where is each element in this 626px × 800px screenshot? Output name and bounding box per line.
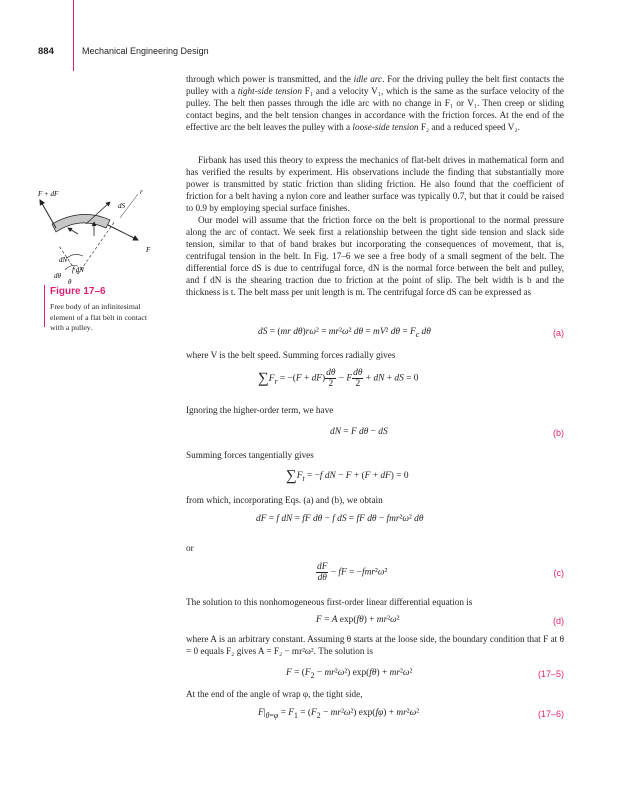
equation-c: $\frac{dF}{d\theta}$ − fF = −fmr²ω² bbox=[317, 562, 388, 583]
equation-radial: $\sum F_r = -(F + dF)$ $\frac{d\theta}{2}$ − F $\frac{d\theta}{2}$ + dN + dS = 0 bbox=[258, 368, 419, 389]
equation-label-b: (b) bbox=[553, 428, 564, 438]
tension-arrow bbox=[40, 200, 56, 228]
text-line-5: or bbox=[186, 543, 194, 553]
text-line-6: The solution to this nonhomogeneous first-order linear differential equation is bbox=[186, 597, 473, 607]
equation-a: dS = (mr dθ)rω² = mr²ω² dθ = mV² $d\theta = F_c$ dθ bbox=[258, 327, 431, 339]
text-line-2: Ignoring the higher-order term, we have bbox=[186, 405, 334, 415]
equation-d: F = A exp(fθ) + mr²ω² bbox=[316, 615, 400, 625]
friction-arrow bbox=[68, 228, 78, 234]
label-dn: dN bbox=[59, 256, 68, 264]
paragraph-2: Firbank has used this theory to express the mechanics of flat-belt drives in mathematical form and has verified the results by experiment. His observations include the finding that substantially more power is transmitted by static friction than sliding friction. He also found that the coefficient of friction for a belt having a nylon core and leather surface was typically 0.7, but that it could be raised to 0.9 by employing special surface finishes. bbox=[186, 155, 564, 213]
equation-df: dF = f dN = fF dθ − f dS = fF dθ − fmr²ω² dθ bbox=[256, 514, 424, 524]
angle-arc bbox=[67, 254, 83, 258]
equation-label-c: (c) bbox=[553, 568, 564, 578]
page-number: 884 bbox=[38, 46, 54, 57]
equation-label-d: (d) bbox=[553, 616, 564, 626]
label-theta: θ bbox=[68, 278, 72, 285]
running-title: Mechanical Engineering Design bbox=[82, 46, 209, 56]
label-fdn: f dN bbox=[72, 266, 84, 274]
header-rule bbox=[73, 0, 74, 71]
tension-arrow bbox=[108, 225, 138, 240]
figure-caption: Free body of an infinitesimal element of a flat belt in contact with a pulley. bbox=[50, 302, 147, 332]
equation-b: dN = F dθ − dS bbox=[330, 427, 388, 437]
text-line-8: At the end of the angle of wrap φ, the tight side, bbox=[186, 689, 363, 699]
text-line-4: from which, incorporating Eqs. (a) and (b), we obtain bbox=[186, 495, 383, 505]
label-dtheta: dθ bbox=[54, 272, 61, 280]
text-line-7: where A is an arbitrary constant. Assuming θ starts at the loose side, the boundary condition that F at θ = 0 equals F₂ gives A = F₂ − mr²ω². The solution is bbox=[186, 634, 564, 656]
equation-label-17-5: (17–5) bbox=[537, 669, 564, 679]
label-r: r bbox=[140, 188, 143, 196]
equation-17-5: $F = (F_2 - mr^2\omega^2) \exp(f\theta) + mr^2\omega^2$ bbox=[286, 668, 413, 680]
label-ds: dS bbox=[118, 202, 125, 210]
equation-tangential: $\sum F_t = -f$ dN − F + (F + dF) = 0 bbox=[286, 468, 409, 484]
equation-17-6: $F|_{\theta=\varphi} = F_1 = (F_2 - mr^2\omega^2) \exp(f\varphi) + mr^2\omega^2$ bbox=[258, 708, 420, 720]
text-line-1: where V is the belt speed. Summing forces radially gives bbox=[186, 350, 396, 360]
belt-element bbox=[52, 214, 110, 232]
equation-label-17-6: (17–6) bbox=[537, 709, 564, 719]
belt-free-body-figure bbox=[34, 180, 184, 285]
equation-label-a: (a) bbox=[553, 328, 564, 338]
label-f-plus-df: F + dF bbox=[38, 190, 59, 198]
paragraph-1: through which power is transmitted, and the idle arc. For the driving pulley the belt first contacts the pulley with a tight-side tension F₁ and a velocity V₁, which is the same as the surface velocity of the pulley. The belt then passes through the idle arc with no change in F₁ or V₁. Then creep or sliding contact begins, and the belt tension changes in accordance with the friction forces. At the end of the effective arc the belt leaves the pulley with a loose-side tension F₂ and a reduced speed V₂. bbox=[186, 74, 564, 132]
figure-title: Figure 17–6 bbox=[50, 286, 106, 297]
figure-rule bbox=[44, 285, 45, 327]
paragraph-3: Our model will assume that the friction force on the belt is proportional to the normal pressure along the arc of contact. We seek first a relationship between the tight side tension and slack side tension, similar to that of band brakes but incorporating the consequences of movement, that is, centrifugal tension in the belt. In Fig. 17–6 we see a free body of a small segment of the belt. The differential force dS is due to centrifugal force, dN is the normal force between the belt and pulley, and f dN is the shearing traction due to friction at the point of slip. The belt width is b and the thickness is t. The belt mass per unit length is m. The centrifugal force dS can be expressed as bbox=[186, 215, 564, 297]
label-f: F bbox=[146, 246, 151, 254]
text-line-3: Summing forces tangentially gives bbox=[186, 450, 314, 460]
